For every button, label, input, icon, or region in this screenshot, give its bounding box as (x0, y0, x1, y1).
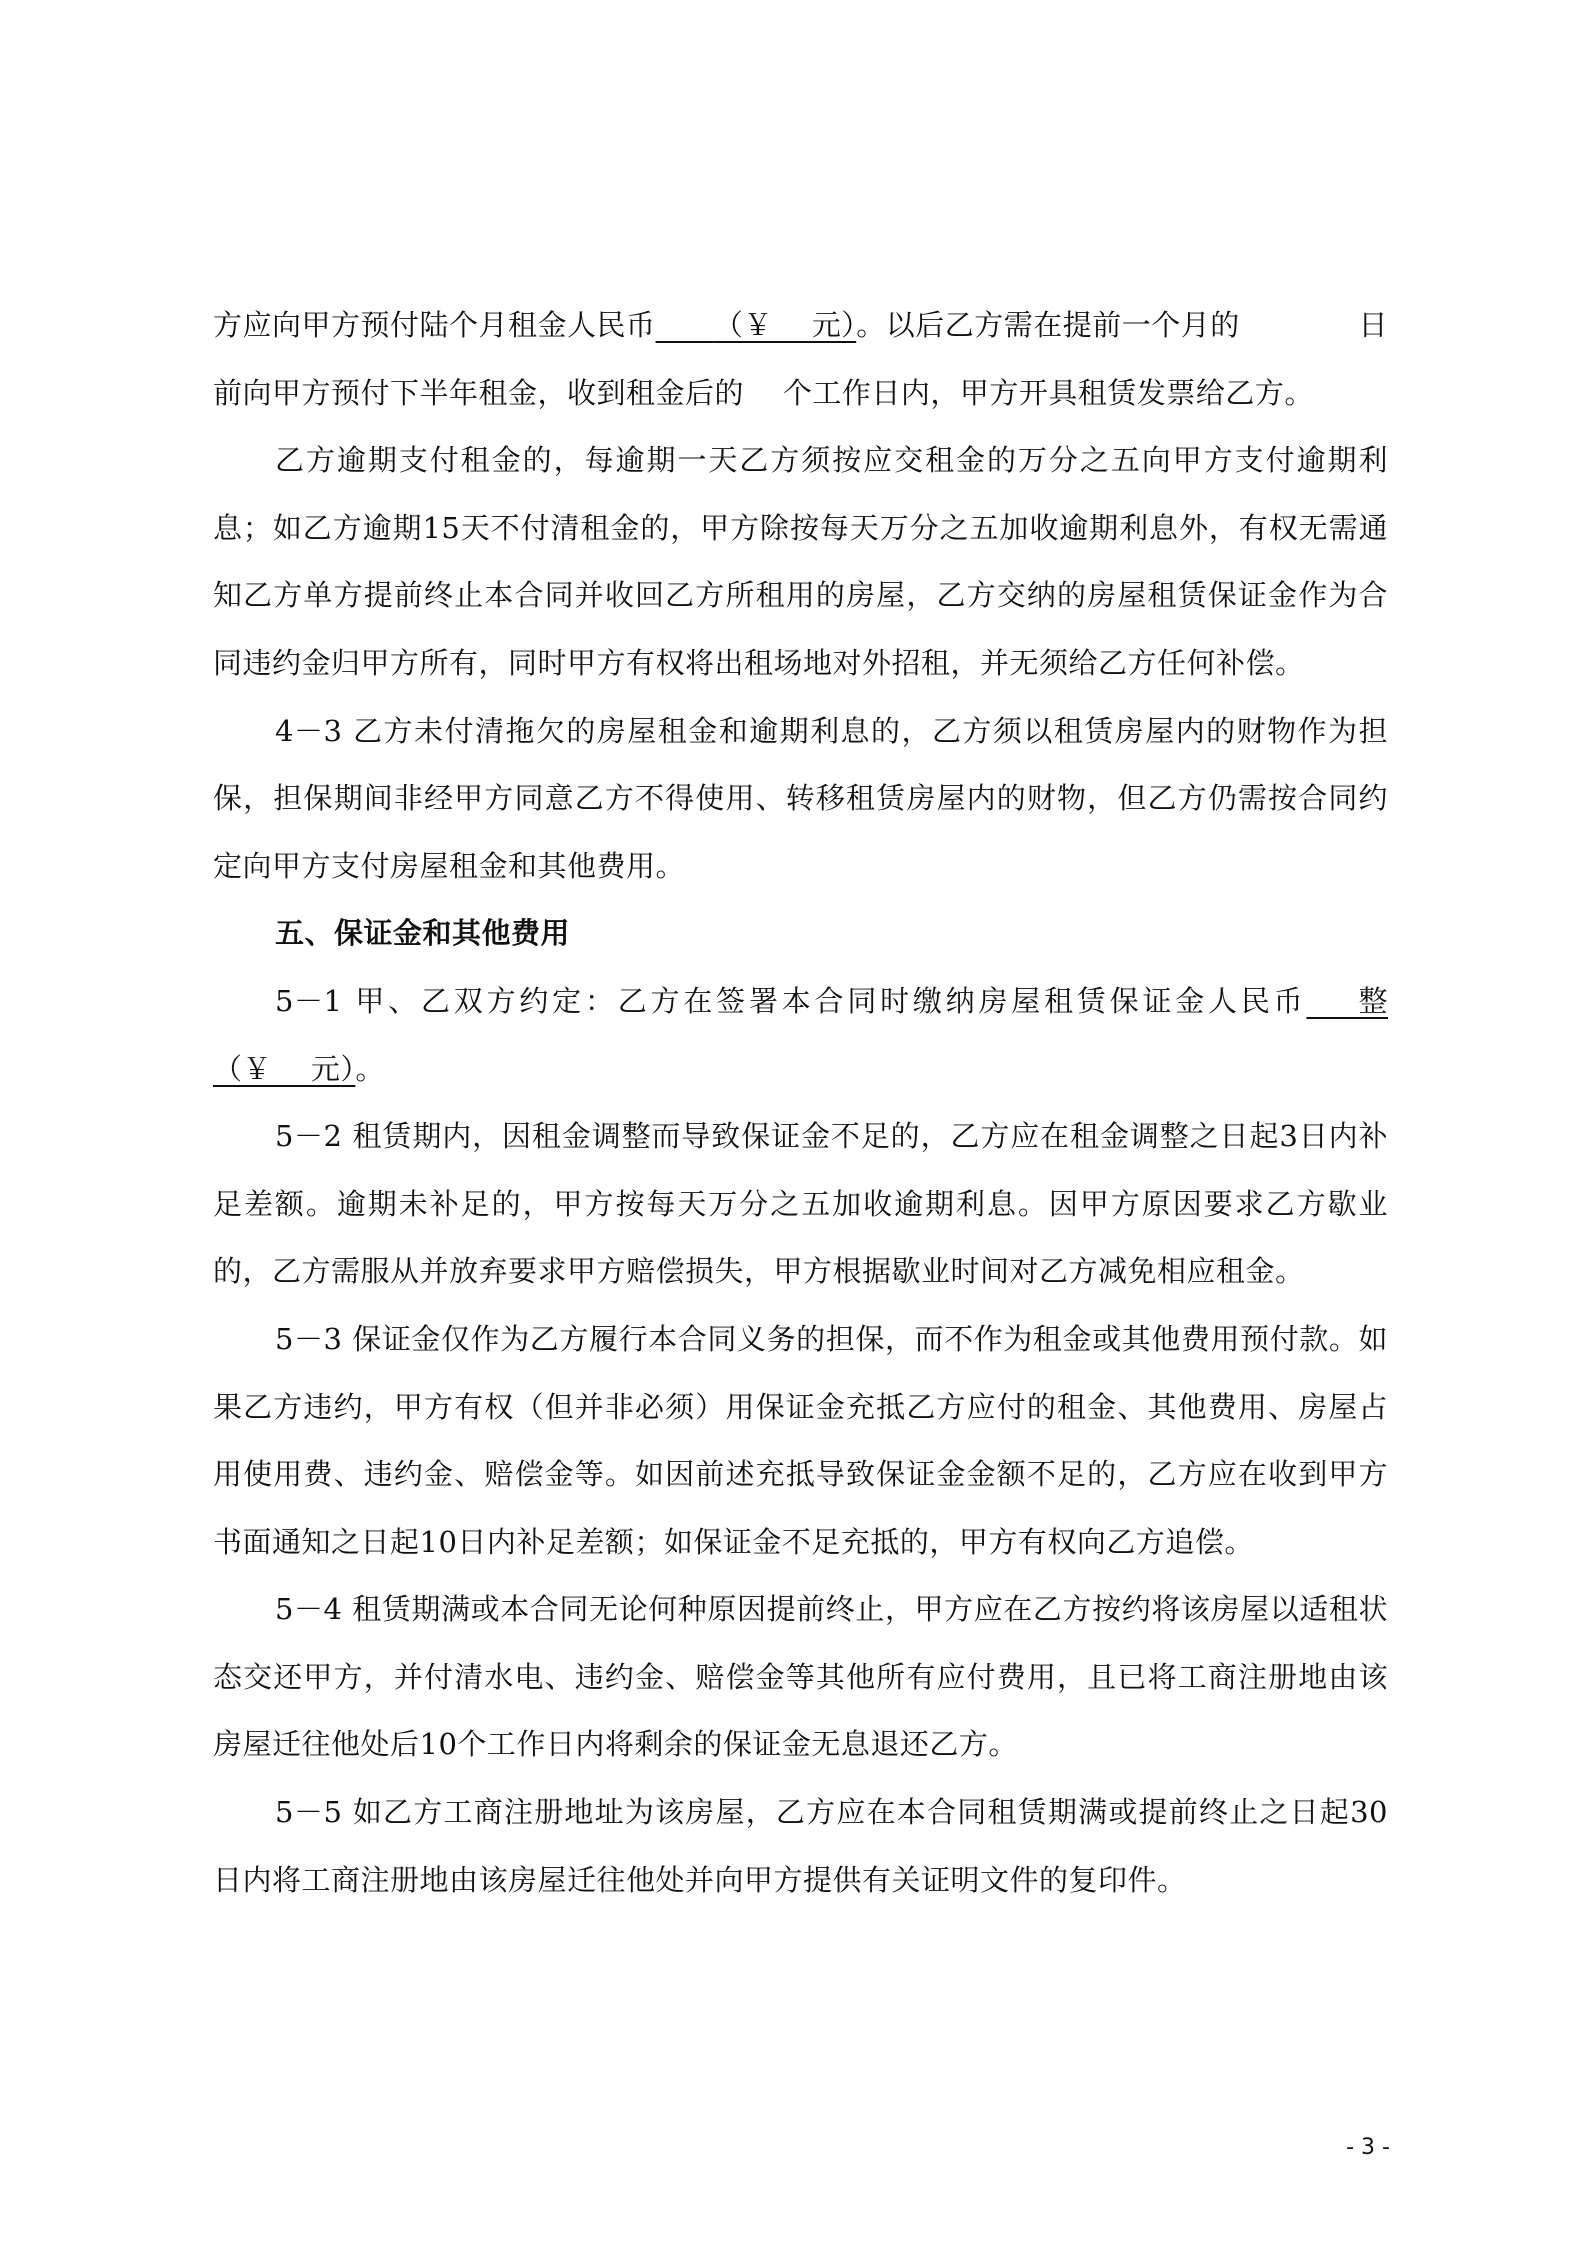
page-number: - 3 - (1346, 2135, 1390, 2160)
section-heading-deposit: 五、保证金和其他费用 (275, 916, 571, 951)
clause-5-3: 5－3 保证金仅作为乙方履行本合同义务的担保，而不作为租金或其他费用预付款。如果乙方违约，甲方有权（但并非必须）用保证金充抵乙方应付的租金、其他费用、房屋占用使用费、违约金、赔偿金等。如因前述充抵导致保证金金额不足的，乙方应在收到甲方书面通知之日起10日内补足差额；如保证金不足充抵的，甲方有权向乙方追偿。 (213, 1321, 1388, 1559)
prepayment-line-1: 方应向甲方预付陆个月租金人民币 （￥ 元）。以后乙方需在提前一个月的 日 (213, 308, 1388, 342)
deposit-amount-blank: 整（￥ 元） (213, 983, 1389, 1086)
paragraph-late-payment: 乙方逾期支付租金的，每逾期一天乙方须按应交租金的万分之五向甲方支付逾期利息；如乙方逾期15天不付清租金的，甲方除按每天万分之五加收逾期利息外，有权无需通知乙方单方提前终止本合同并收回乙方所租用的房屋，乙方交纳的房屋租赁保证金作为合同违约金归甲方所有，同时甲方有权将出租场地对外招租，并无须给乙方任何补偿。 (213, 443, 1388, 680)
prepayment-line-2: 前向甲方预付下半年租金，收到租金后的 个工作日内，甲方开具租赁发票给乙方。 (213, 375, 1314, 410)
clause-4-3: 4－3 乙方未付清拖欠的房屋租金和逾期利息的，乙方须以租赁房屋内的财物作为担保，担保期间非经甲方同意乙方不得使用、转移租赁房屋内的财物，但乙方仍需按合同约定向甲方支付房屋租金和其他费用。 (213, 713, 1388, 883)
contract-body (213, 292, 1388, 1914)
clause-5-4: 5－4 租赁期满或本合同无论何种原因提前终止，甲方应在乙方按约将该房屋以适租状态交还甲方，并付清水电、违约金、赔偿金等其他所有应付费用，且已将工商注册地由该房屋迁往他处后10个工作日内将剩余的保证金无息退还乙方。 (213, 1592, 1388, 1762)
clause-5-1: 5－1 甲、乙双方约定：乙方在签署本合同时缴纳房屋租赁保证金人民币 整（￥ 元）。 (213, 983, 1389, 1086)
paragraph-prepayment (213, 292, 1388, 427)
rent-amount-blank: （￥ 元） (713, 308, 857, 342)
clause-5-5: 5－5 如乙方工商注册地址为该房屋，乙方应在本合同租赁期满或提前终止之日起30日内将工商注册地由该房屋迁往他处并向甲方提供有关证明文件的复印件。 (213, 1795, 1388, 1897)
clause-5-2: 5－2 租赁期内，因租金调整而导致保证金不足的，乙方应在租金调整之日起3日内补足差额。逾期未补足的，甲方按每天万分之五加收逾期利息。因甲方原因要求乙方歇业的，乙方需服从并放弃要求甲方赔偿损失，甲方根据歇业时间对乙方减免相应租金。 (213, 1119, 1388, 1289)
